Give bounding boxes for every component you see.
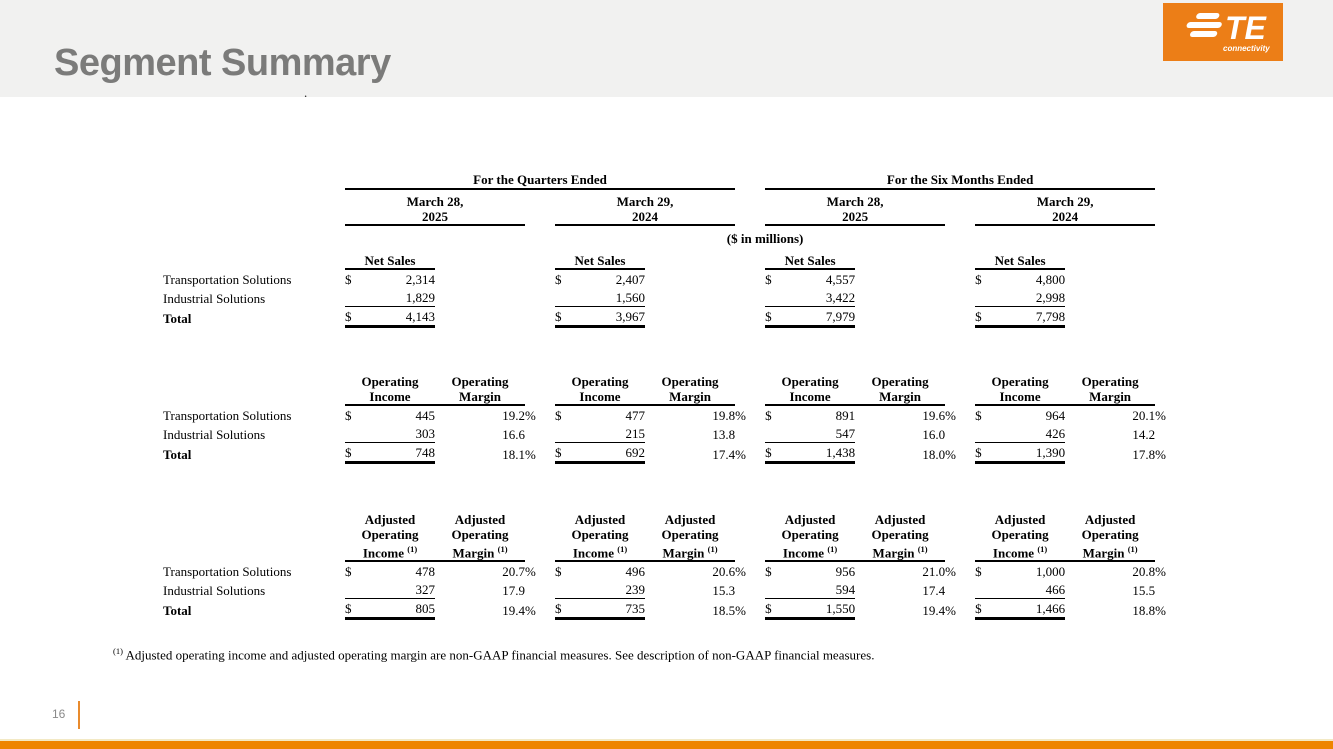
margin-cell [1065, 288, 1155, 307]
period-date-header: March 29, 2024 [555, 189, 735, 225]
amount-cell: 748 [365, 443, 435, 463]
spacer-cell [945, 512, 975, 561]
bottom-orange-bar [0, 741, 1333, 749]
logo-te-text: TE [1225, 10, 1266, 46]
percent-sign [1155, 269, 1185, 288]
units-row [163, 225, 1185, 247]
te-logo-graphic [1163, 3, 1283, 61]
margin-cell: 18.1 [502, 446, 525, 462]
amount-cell: 303 [365, 424, 435, 443]
spacer-cell [645, 253, 735, 269]
period-date-header: March 28, 2025 [765, 189, 945, 225]
dollar-sign [345, 580, 365, 599]
units-note: ($ in millions) [726, 231, 804, 246]
dollar-sign: $ [345, 599, 365, 619]
row-label: Transportation Solutions [163, 272, 292, 287]
dollar-sign [765, 580, 785, 599]
spacer-row [163, 327, 1185, 375]
row-label: Transportation Solutions [163, 564, 292, 580]
margin-cell [645, 269, 735, 288]
margin-cell: 15.3 [712, 582, 736, 598]
stray-period: . [304, 85, 308, 100]
income-column-header: Adjusted Operating Income $^{(1)}$ [345, 512, 435, 561]
dollar-sign: $ [555, 272, 562, 287]
margin-cell: 13.8 [712, 426, 736, 442]
row-label: Total [163, 602, 192, 618]
column-header-row [163, 253, 1185, 269]
spacer-cell [1155, 189, 1185, 225]
margin-cell [855, 269, 945, 288]
income-column-header: Net Sales [555, 253, 645, 269]
logo-bar-top [1195, 13, 1220, 19]
amount-cell: 477 [625, 408, 645, 423]
page-number-divider [78, 701, 80, 729]
period-group-header: For the Quarters Ended [345, 171, 735, 189]
amount-cell: 327 [365, 580, 435, 599]
amount-cell: 891 [835, 408, 856, 423]
percent-sign: % [945, 408, 956, 423]
margin-cell: 18.5 [712, 602, 736, 618]
dollar-sign: $ [765, 408, 772, 423]
spacer-cell [1155, 253, 1185, 269]
margin-cell [1065, 269, 1155, 288]
amount-cell: 426 [995, 424, 1065, 443]
amount-cell: 1,829 [365, 288, 435, 307]
margin-column-header: Operating Margin [1065, 374, 1155, 405]
amount-cell: 445 [415, 408, 435, 423]
row-label: Industrial Solutions [163, 290, 266, 306]
income-column-header: Net Sales [975, 253, 1065, 269]
footnote [113, 646, 1213, 663]
income-column-header: Operating Income [975, 374, 1065, 405]
amount-cell: 239 [575, 580, 645, 599]
table-row [163, 269, 1185, 288]
percent-sign: % [735, 602, 746, 618]
spacer-cell [435, 253, 525, 269]
amount-cell: 964 [1045, 408, 1066, 423]
dollar-sign [975, 580, 995, 599]
percent-sign: % [1155, 602, 1166, 618]
amount-cell: 1,438 [785, 443, 855, 463]
margin-cell: 17.9 [502, 582, 525, 598]
margin-cell: 19.4 [922, 602, 946, 618]
dollar-sign: $ [765, 564, 772, 580]
amount-cell: 478 [415, 564, 435, 580]
dollar-sign: $ [975, 443, 995, 463]
percent-sign [525, 424, 555, 443]
percent-sign: % [1155, 446, 1166, 462]
table-row [163, 599, 1185, 619]
amount-cell: 956 [835, 564, 856, 580]
margin-cell [855, 288, 945, 307]
percent-sign [1155, 580, 1185, 599]
spacer-cell [163, 463, 1185, 513]
amount-cell: 496 [625, 564, 645, 580]
column-header-row [163, 374, 1185, 405]
percent-sign [735, 269, 765, 288]
dollar-sign [975, 288, 995, 307]
margin-cell: 14.2 [1132, 426, 1156, 442]
margin-cell: 19.4 [502, 602, 525, 618]
percent-sign [945, 424, 975, 443]
percent-sign [1155, 307, 1185, 327]
table-row [163, 561, 1185, 580]
percent-sign: % [525, 446, 536, 462]
percent-sign: % [945, 564, 956, 580]
spacer-cell [163, 374, 345, 405]
percent-sign: % [1155, 564, 1166, 580]
amount-cell: 805 [365, 599, 435, 619]
margin-cell: 20.1 [1132, 408, 1156, 423]
segment-summary-table [163, 171, 1185, 620]
spacer-cell [735, 189, 765, 225]
margin-cell: 20.7 [502, 564, 525, 580]
page-title: Segment Summary [54, 42, 391, 84]
period-span-row [163, 171, 1185, 189]
dollar-sign [345, 288, 365, 307]
amount-cell: 3,967 [575, 307, 645, 327]
footnote-marker: (1) [113, 646, 123, 656]
spacer-cell [735, 512, 765, 561]
amount-cell: 735 [575, 599, 645, 619]
percent-sign [945, 307, 975, 327]
dollar-sign [555, 580, 575, 599]
margin-cell: 19.2 [502, 408, 525, 423]
spacer-cell [163, 171, 345, 189]
amount-cell: 215 [575, 424, 645, 443]
income-column-header: Operating Income [555, 374, 645, 405]
header-band [0, 0, 1333, 100]
dollar-sign: $ [765, 272, 772, 287]
margin-cell: 15.5 [1132, 582, 1156, 598]
row-label: Total [163, 446, 192, 462]
dollar-sign: $ [975, 307, 995, 327]
spacer-cell [525, 512, 555, 561]
amount-cell: 1,560 [575, 288, 645, 307]
percent-sign: % [735, 408, 746, 423]
amount-cell: 547 [785, 424, 855, 443]
amount-cell: 2,998 [995, 288, 1065, 307]
percent-sign [945, 269, 975, 288]
percent-sign [525, 269, 555, 288]
margin-column-header: Operating Margin [645, 374, 735, 405]
spacer-cell [945, 374, 975, 405]
income-column-header: Operating Income [345, 374, 435, 405]
dollar-sign [345, 424, 365, 443]
margin-cell [855, 307, 945, 327]
dollar-sign: $ [345, 408, 352, 423]
margin-cell [645, 288, 735, 307]
table-row [163, 307, 1185, 327]
amount-cell: 7,798 [995, 307, 1065, 327]
income-column-header: Operating Income [765, 374, 855, 405]
percent-sign [945, 288, 975, 307]
income-column-header: Net Sales [345, 253, 435, 269]
margin-cell: 16.0 [922, 426, 946, 442]
dollar-sign: $ [975, 599, 995, 619]
amount-cell: 4,143 [365, 307, 435, 327]
spacer-cell [735, 171, 765, 189]
page-number: 16 [52, 707, 66, 721]
income-column-header: Adjusted Operating Income $^{(1)}$ [975, 512, 1065, 561]
amount-cell: 1,390 [995, 443, 1065, 463]
percent-sign [735, 307, 765, 327]
period-date-header: March 29, 2024 [975, 189, 1155, 225]
row-label: Total [163, 310, 192, 326]
spacer-cell [163, 189, 345, 225]
dollar-sign: $ [345, 564, 352, 580]
dollar-sign: $ [765, 599, 785, 619]
percent-sign [735, 288, 765, 307]
dollar-sign: $ [555, 443, 575, 463]
dollar-sign: $ [345, 443, 365, 463]
dollar-sign: $ [765, 443, 785, 463]
table-row [163, 424, 1185, 443]
spacer-cell [525, 253, 555, 269]
amount-cell: 466 [995, 580, 1065, 599]
percent-sign [1155, 288, 1185, 307]
amount-cell: 2,314 [405, 272, 435, 287]
dollar-sign: $ [975, 408, 982, 423]
margin-cell [435, 307, 525, 327]
dollar-sign [765, 288, 785, 307]
dollar-sign [555, 424, 575, 443]
dollar-sign [765, 424, 785, 443]
margin-cell [435, 269, 525, 288]
period-date-header: March 28, 2025 [345, 189, 525, 225]
margin-column-header: Operating Margin [435, 374, 525, 405]
percent-sign [525, 288, 555, 307]
spacer-cell [163, 225, 345, 247]
percent-sign [735, 424, 765, 443]
spacer-cell [1155, 512, 1185, 561]
percent-sign: % [525, 602, 536, 618]
amount-cell: 692 [575, 443, 645, 463]
footnote-text: Adjusted operating income and adjusted operating margin are non-GAAP financial measures. See description of non-GAAP financial measures. [125, 647, 875, 663]
row-label: Industrial Solutions [163, 582, 266, 598]
margin-column-header: Adjusted Operating Margin $^{(1)}$ [435, 512, 525, 561]
dollar-sign [975, 424, 995, 443]
amount-cell: 594 [785, 580, 855, 599]
spacer-cell [163, 253, 345, 269]
spacer-cell [163, 327, 1185, 375]
amount-cell: 1,550 [785, 599, 855, 619]
amount-cell: 4,557 [825, 272, 856, 287]
margin-cell: 19.8 [712, 408, 736, 423]
logo-connectivity-text: connectivity [1223, 44, 1270, 53]
spacer-row [163, 463, 1185, 513]
spacer-cell [945, 189, 975, 225]
margin-cell [435, 288, 525, 307]
dollar-sign: $ [975, 272, 982, 287]
margin-cell [1065, 307, 1155, 327]
percent-sign: % [735, 564, 746, 580]
margin-cell: 20.6 [712, 564, 736, 580]
dollar-sign [555, 288, 575, 307]
spacer-cell [735, 374, 765, 405]
margin-cell: 19.6 [922, 408, 946, 423]
logo-bar-middle [1186, 22, 1223, 28]
margin-cell: 17.4 [922, 582, 946, 598]
margin-cell [645, 307, 735, 327]
dollar-sign: $ [345, 272, 352, 287]
dollar-sign: $ [765, 307, 785, 327]
table-row [163, 405, 1185, 424]
period-group-header: For the Six Months Ended [765, 171, 1155, 189]
amount-cell: 2,407 [615, 272, 645, 287]
income-column-header: Adjusted Operating Income $^{(1)}$ [765, 512, 855, 561]
percent-sign: % [525, 564, 536, 580]
te-connectivity-logo [1163, 3, 1283, 61]
amount-cell: 3,422 [785, 288, 855, 307]
percent-sign [525, 307, 555, 327]
percent-sign [735, 580, 765, 599]
spacer-cell [735, 253, 765, 269]
dollar-sign: $ [555, 408, 562, 423]
column-header-row [163, 512, 1185, 561]
spacer-cell [945, 253, 975, 269]
income-column-header: Net Sales [765, 253, 855, 269]
margin-cell: 17.8 [1132, 446, 1156, 462]
income-column-header: Adjusted Operating Income $^{(1)}$ [555, 512, 645, 561]
percent-sign: % [735, 446, 746, 462]
spacer-cell [163, 512, 345, 561]
spacer-cell [855, 253, 945, 269]
table-row [163, 288, 1185, 307]
spacer-cell [525, 374, 555, 405]
margin-cell: 18.8 [1132, 602, 1156, 618]
margin-cell: 17.4 [712, 446, 736, 462]
logo-bar-bottom [1189, 31, 1218, 37]
spacer-cell [1155, 171, 1185, 189]
table-row [163, 443, 1185, 463]
dollar-sign: $ [555, 564, 562, 580]
amount-cell: 4,800 [1035, 272, 1066, 287]
margin-cell: 16.6 [502, 426, 525, 442]
margin-cell: 18.0 [922, 446, 946, 462]
margin-column-header: Adjusted Operating Margin $^{(1)}$ [1065, 512, 1155, 561]
amount-cell: 1,000 [1035, 564, 1066, 580]
margin-column-header: Operating Margin [855, 374, 945, 405]
row-label: Transportation Solutions [163, 408, 292, 423]
spacer-cell [525, 189, 555, 225]
margin-cell: 20.8 [1132, 564, 1156, 580]
dollar-sign: $ [345, 307, 365, 327]
amount-cell: 7,979 [785, 307, 855, 327]
percent-sign [1155, 424, 1185, 443]
segment-summary-table-container [163, 171, 1185, 620]
percent-sign [945, 580, 975, 599]
percent-sign: % [1155, 408, 1166, 423]
percent-sign: % [945, 446, 956, 462]
table-row [163, 580, 1185, 599]
margin-column-header: Adjusted Operating Margin $^{(1)}$ [645, 512, 735, 561]
percent-sign [525, 580, 555, 599]
dollar-sign: $ [555, 307, 575, 327]
row-label: Industrial Solutions [163, 426, 266, 442]
amount-cell: 1,466 [995, 599, 1065, 619]
spacer-cell [1065, 253, 1155, 269]
dollar-sign: $ [555, 599, 575, 619]
dollar-sign: $ [975, 564, 982, 580]
date-row [163, 189, 1185, 225]
spacer-cell [1155, 374, 1185, 405]
margin-column-header: Adjusted Operating Margin $^{(1)}$ [855, 512, 945, 561]
percent-sign: % [525, 408, 536, 423]
margin-cell: 21.0 [922, 564, 946, 580]
percent-sign: % [945, 602, 956, 618]
